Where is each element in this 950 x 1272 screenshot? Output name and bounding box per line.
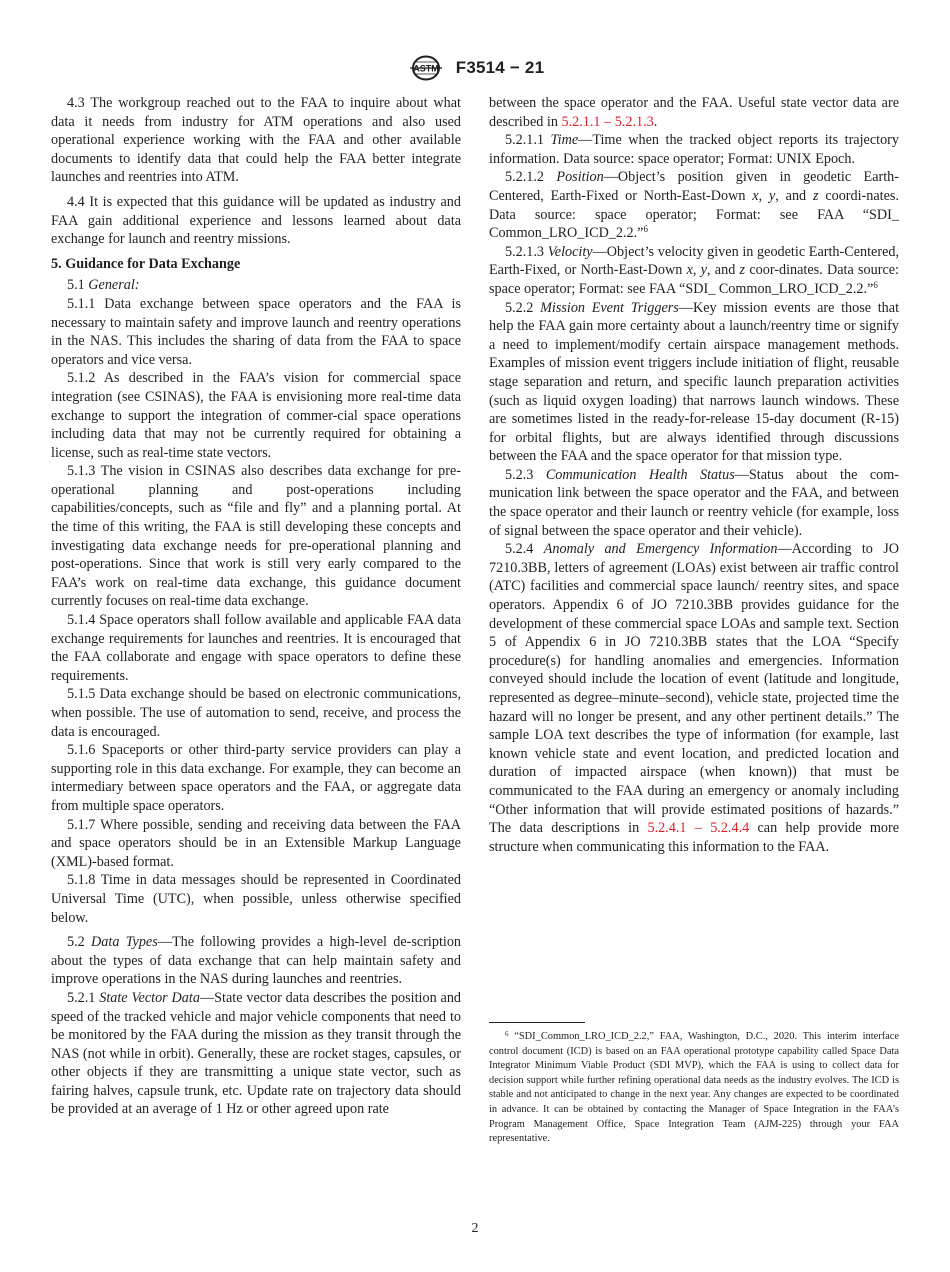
paragraph-4-4: 4.4 It is expected that this guidance will be updated as industry and FAA gain additional experience and lessons learned about data exchange for launch and reentry missions. (51, 193, 461, 248)
page-header (0, 55, 950, 81)
cross-reference-link[interactable]: 5.2.4.1 – 5.2.4.4 (647, 820, 750, 837)
svg-text:ASTM: ASTM (413, 63, 439, 74)
paragraph-5-1-4: 5.1.4 Space operators shall follow available and applicable FAA data exchange requirements for launches and reentries. It is encouraged that the FAA collaborate and engage with space operators to define these requirements. (51, 612, 461, 684)
paragraph-5-2-3: 5.2.3 Communication Health Status—Status about the com-munication link between the space operator and the FAA, and between the space operator and their launch or reentry vehicle (for example, loss of signal between the space operator and their vehicle). (489, 466, 899, 539)
document-id: F3514 − 21 (455, 58, 545, 77)
paragraph-5-1-2: 5.1.2 As described in the FAA’s vision for commercial space integration (see CSINAS), the FAA is envisioning more real-time data exchange to support the integration of commer-cial space operations including data that may not be currently required for obtaining a license, such as real-time state vectors. (51, 370, 461, 461)
astm-logo-icon (406, 55, 446, 81)
left-column (51, 94, 461, 1119)
paragraph-5-1: 5.1 General: (67, 277, 140, 294)
paragraph-5-2: 5.2 Data Types—The following provides a high-level de-scription about the types of data exchange that can help maintain safety and improve operations in the NAS during launches and reentries. (51, 934, 462, 988)
paragraph-5-2-1-1: 5.2.1.1 Time—Time when the tracked object reports its trajectory information. Data source: space operator; Format: UNIX Epoch. (489, 132, 899, 167)
footnote-reference[interactable]: 6 (873, 279, 878, 290)
paragraph-5-1-3: 5.1.3 The vision in CSINAS also describes data exchange for pre-operational planning and post-operations including capabilities/concepts, such as “file and fly” and a planning portal. At the time of this writing, the FAA is still developing these concepts and investigating data exchange needs for pre-operational planning and post-operations. Since that work is still very early compared to the FAA’s work on real-time data exchange, this guidance document currently focuses on real-time data exchange. (51, 463, 461, 610)
paragraph-5-1-1: 5.1.1 Data exchange between space operators and the FAA is necessary to maintain safety and improve launch and reentry operations in the NAS. This includes the sharing of data from the FAA to space operators and vice versa. (51, 295, 461, 368)
paragraph-5-2-1-3: 5.2.1.3 Velocity—Object’s velocity given in geodetic Earth-Centered, Earth-Fixed, or North-East-Down x, y, and z coor-dinates. Data source: space operator; Format: see FAA “SDI_ Common_LRO_ICD_2.2.”$^6$ (489, 243, 900, 297)
paragraph-5-2-1: 5.2.1 State Vector Data—State vector data describes the position and speed of the tracked vehicle and major vehicle components that need to be monitored by the FAA during the mission as they transit through the NAS (not while in orbit). Generally, these are rocket stages, capsules, or other objects if they are transmitting a unique state vector, such as fairing halves, capsule trunk, etc. Update rate on trajectory data should be provided at an average of 1 Hz or other agreed upon rate (51, 989, 462, 1118)
section-5-heading: 5. Guidance for Data Exchange (51, 255, 241, 272)
page-number: 2 (471, 1221, 479, 1236)
paragraph-5-1-6: 5.1.6 Spaceports or other third-party service providers can play a supporting role in this data exchange. For example, they can become an intermediary between space operators and the FAA, or aggregate data from multiple space operators. (51, 742, 461, 814)
paragraph-5-2-4: 5.2.4 Anomaly and Emergency Information—According to JO 7210.3BB, letters of agreement (LOAs) exist between air traffic control (ATC) facilities and commercial space launch/ reentry sites, and space operators. Appendix 6 of JO 7210.3BB provides guidance for the development of these commercial space LOAs and sample text. Section 5 of Appendix 6 in JO 7210.3BB states that the LOA “Specify procedure(s) for handling anomalies and emergencies. Information conveyed should include the location of event (latitude and longitude, represented as degree–minute–second), vehicle state, projected time the hazard will no longer be present, and any other pertinent details.” The sample LOA text describes the type of information (for example, last known vehicle state and event location, and predicted location and duration of impacted airspace (when known)) that must be communicated to the FAA during an emergency or anomaly including “Other information that will provide estimated positions of hazards.” The data descriptions in 5.2.4.1 – 5.2.4.4 can help provide more structure when communicating this information to the FAA. (489, 541, 899, 855)
paragraph-5-2-2: 5.2.2 Mission Event Triggers—Key mission events are those that help the FAA gain more certainty about a launch/reentry time or signify a need to implement/modify certain airspace management methods. Examples of mission event triggers include initiation of flight, reusable stage separation and return, and specific launch preparation activities (such as liquid oxygen loading) that narrows launch windows. These are sometimes listed in the ready-for-release 15-day document (R-15) for orbital flights, but are always identified through discussions between the FAA and the space operator for that mission type. (489, 299, 900, 465)
footnote-area (489, 1022, 899, 1147)
footnote-6: $^6$ “SDI_Common_LRO_ICD_2.2,” FAA, Washington, D.C., 2020. This interim interface control document (ICD) is based on an FAA operational prototype capability called Space Data Integrator Minimum Viable Product (SDI MVP), which the FAA is using to collect data for decision support while further refining operational data needs as the industry evolves. The ICD is stable and not anticipated to change in the next year. Any changes are expected to be coordinated in advance. It can be obtained by contacting the Manager of Space Integration in the FAA’s Program Management Office, Space Integration Team (AJM-225) through your FAA representative. (489, 1030, 899, 1145)
paragraph-5-1-8: 5.1.8 Time in data messages should be represented in Coordinated Universal Time (UTC), when possible, unless otherwise specified below. (51, 872, 461, 926)
footnote-reference[interactable]: 6 (643, 224, 648, 235)
paragraph-5-2-1-continued: between the space operator and the FAA. Useful state vector data are described in 5.2.1.1 – 5.2.1.3. (489, 95, 899, 130)
paragraph-4-3: 4.3 The workgroup reached out to the FAA to inquire about what data it needs from industry for ATM operations and also used operational experience working with the FAA and other available documents to identify data that could help the FAA better integrate launches and reentries into ATM. (51, 95, 461, 186)
paragraph-5-1-7: 5.1.7 Where possible, sending and receiving data between the FAA and space operators should be in an Extensible Markup Language (XML)-based format. (51, 816, 461, 870)
paragraph-5-1-5: 5.1.5 Data exchange should be based on electronic communications, when possible. The use of automation to send, receive, and process the data is encouraged. (51, 686, 461, 740)
paragraph-5-2-1-2: 5.2.1.2 Position—Object’s position given in geodetic Earth-Centered, Earth-Fixed or North-East-Down x, y, and z coordi-nates. Data source: space operator; Format: see FAA “SDI_ Common_LRO_ICD_2.2.”$^6$ (489, 169, 899, 242)
right-column (489, 94, 899, 856)
footnote-divider (489, 1022, 585, 1023)
cross-reference-link[interactable]: 5.2.1.1 – 5.2.1.3 (561, 113, 654, 130)
